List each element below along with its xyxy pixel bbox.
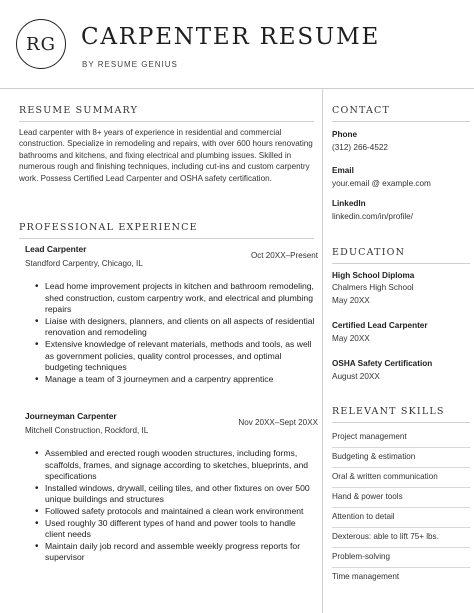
skill-item: Time management (332, 572, 400, 581)
education-date: August 20XX (332, 372, 380, 381)
contact-heading: CONTACT (332, 105, 391, 116)
job-dates: Nov 20XX–Sept 20XX (238, 418, 318, 427)
bullet-item: • Liaise with designers, planners, and clients on all aspects of residential renovation and remodeling (33, 316, 317, 339)
skill-item: Project management (332, 432, 407, 441)
bullet-item: • Installed windows, drywall, ceiling tiles, and other fixtures on over 500 unique buildings and structures (33, 483, 317, 506)
linkedin-label: LinkedIn (332, 199, 366, 208)
column-divider (322, 88, 323, 613)
job-title: Lead Carpenter (25, 244, 87, 254)
resume-subtitle: BY RESUME GENIUS (82, 60, 178, 69)
summary-rule (19, 121, 314, 122)
education-name: OSHA Safety Certification (332, 359, 433, 368)
summary-heading: RESUME SUMMARY (19, 105, 139, 116)
skill-item: Problem-solving (332, 552, 391, 561)
skill-divider (332, 547, 470, 548)
skill-item: Dexterous: able to lift 75+ lbs. (332, 532, 439, 541)
bullet-item: • Lead home improvement projects in kitchen and bathroom remodeling, shed construction, custom carpentry work, and electrical and plumbing repairs (33, 281, 317, 316)
resume-header (0, 0, 474, 82)
summary-text: Lead carpenter with 8+ years of experience in residential and commercial construction. Specialize in remodeling and repairs, with over 600 hours renovating bathrooms and kitchens, and fixing electrical and plumbing issues. Skilled in numerous rough and finishing techniques, including cut-ins and custom carpentry work. Possess Certified Lead Carpenter and OSHA safety certification. (19, 128, 313, 183)
skill-divider (332, 467, 470, 468)
education-date: May 20XX (332, 334, 370, 343)
skill-item: Budgeting & estimation (332, 452, 416, 461)
job-company: Mitchell Construction, Rockford, IL (25, 426, 149, 435)
bullet-item: • Assembled and erected rough wooden structures, including forms, scaffolds, frames, and signage according to sketches, blueprints, and specifications (33, 448, 317, 483)
experience-rule (19, 238, 314, 239)
skill-item: Hand & power tools (332, 492, 403, 501)
header-divider (0, 88, 474, 89)
experience-heading: PROFESSIONAL EXPERIENCE (19, 222, 198, 233)
monogram-logo (16, 19, 66, 69)
education-detail: Chalmers High School (332, 283, 414, 292)
job-bullets (33, 448, 317, 564)
skill-divider (332, 507, 470, 508)
bullet-item: • Manage a team of 3 journeymen and a carpentry apprentice (33, 374, 317, 386)
bullet-item: • Followed safety protocols and maintained a clean work environment (33, 506, 317, 518)
education-name: High School Diploma (332, 271, 415, 280)
contact-rule (332, 121, 470, 122)
education-rule (332, 263, 470, 264)
email-label: Email (332, 166, 354, 175)
bullet-item: • Maintain daily job record and assemble weekly progress reports for supervisor (33, 541, 317, 564)
bullet-item: • Used roughly 30 different types of hand and power tools to handle client needs (33, 518, 317, 541)
skill-divider (332, 487, 470, 488)
phone-value: (312) 266-4522 (332, 143, 388, 152)
skill-item: Oral & written communication (332, 472, 438, 481)
skill-item: Attention to detail (332, 512, 395, 521)
job-dates: Oct 20XX–Present (250, 251, 318, 260)
job-bullets (33, 281, 317, 385)
resume-title: CARPENTER RESUME (81, 24, 381, 50)
linkedin-value: linkedin.com/in/profile/ (332, 212, 414, 221)
education-heading: EDUCATION (332, 247, 406, 258)
phone-label: Phone (332, 130, 358, 139)
skills-heading: RELEVANT SKILLS (332, 406, 445, 417)
skill-divider (332, 527, 470, 528)
email-value: your.email @ example.com (332, 179, 431, 188)
skill-divider (332, 567, 470, 568)
education-name: Certified Lead Carpenter (332, 321, 428, 330)
skill-divider (332, 447, 470, 448)
education-date: May 20XX (332, 296, 370, 305)
bullet-item: • Extensive knowledge of relevant materials, methods and tools, as well as government policies, quality control processes, and optimal budgeting techniques (33, 339, 317, 374)
skills-rule (332, 422, 470, 423)
job-title: Journeyman Carpenter (25, 411, 117, 421)
monogram-text: RG (26, 33, 56, 55)
job-company: Standford Carpentry, Chicago, IL (25, 259, 143, 268)
